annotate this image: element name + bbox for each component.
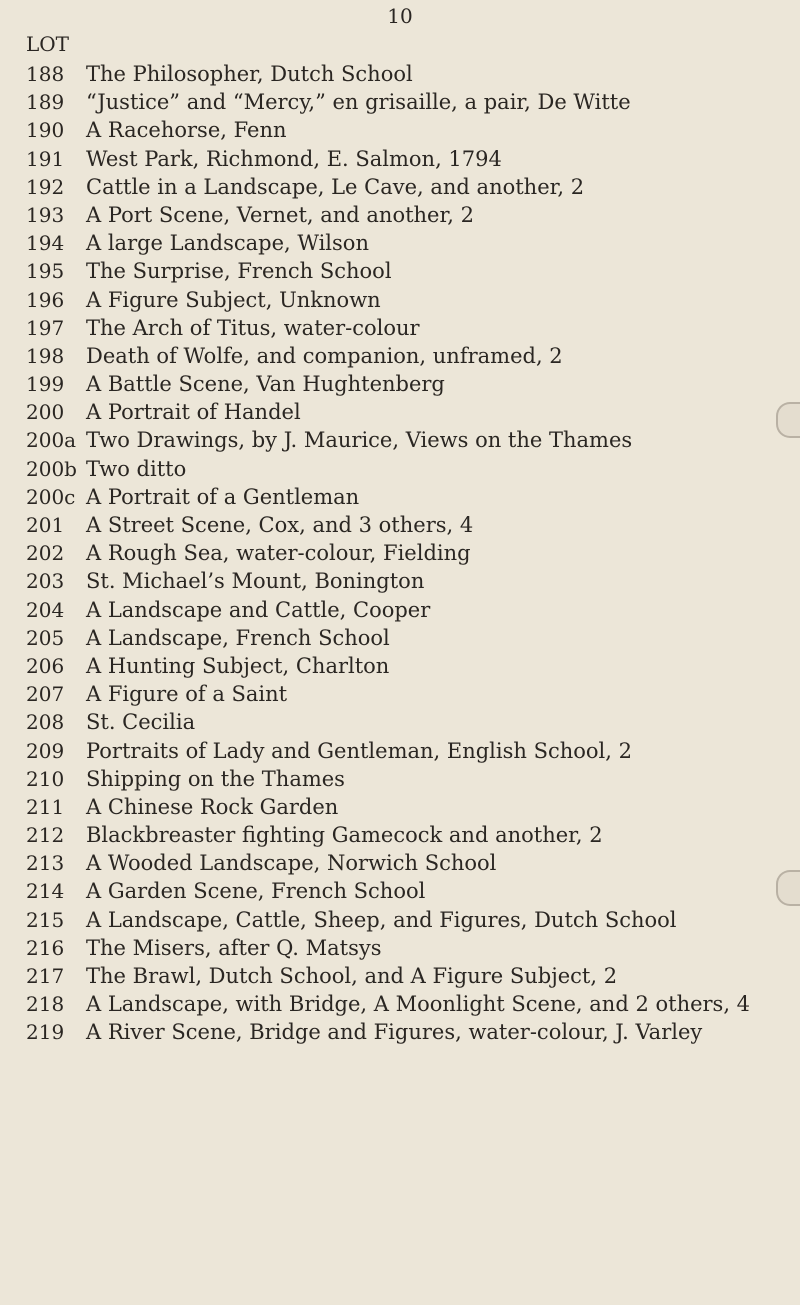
lot-number: 215 xyxy=(26,907,65,932)
lot-title: A Landscape, French School xyxy=(86,625,390,650)
lot-number: 213 xyxy=(26,851,65,876)
lot-number: 200a xyxy=(26,428,77,453)
lot-title: “Justice” and “Mercy,” en grisaille, a pair, De Witte xyxy=(86,90,631,115)
lot-title: A Racehorse, Fenn xyxy=(86,118,287,143)
lot-title: A large Landscape, Wilson xyxy=(86,231,369,256)
lot-title: A Landscape, with Bridge, A Moonlight Scene, and 2 others, 4 xyxy=(86,992,751,1017)
lot-row xyxy=(26,708,786,736)
lot-number: 198 xyxy=(26,343,65,368)
lot-row xyxy=(26,511,786,539)
lot-number: 201 xyxy=(26,513,65,537)
lot-number: 206 xyxy=(26,653,65,678)
lot-title: A Rough Sea, water-colour, Fielding xyxy=(86,541,471,566)
lot-title: A Landscape, Cattle, Sheep, and Figures, Dutch School xyxy=(86,907,677,932)
lot-title: A Landscape and Cattle, Cooper xyxy=(86,597,431,622)
lot-row xyxy=(26,624,786,652)
lot-title: A Figure Subject, Unknown xyxy=(86,287,381,312)
lot-number: 218 xyxy=(26,992,65,1017)
lot-row xyxy=(26,483,786,511)
lot-title: A Port Scene, Vernet, and another, 2 xyxy=(86,202,474,227)
lot-number: 216 xyxy=(26,935,65,960)
lot-row xyxy=(26,426,786,454)
lot-title: A Wooded Landscape, Norwich School xyxy=(86,851,497,876)
lot-row xyxy=(26,201,786,229)
lot-title: West Park, Richmond, E. Salmon, 1794 xyxy=(86,146,502,171)
lot-row xyxy=(26,737,786,765)
lot-number: 209 xyxy=(26,738,65,763)
lot-row xyxy=(26,314,786,342)
lot-row xyxy=(26,257,786,285)
margin-binding-mark xyxy=(776,402,800,438)
page-number: 10 xyxy=(387,4,413,28)
lot-row xyxy=(26,60,786,88)
lot-row xyxy=(26,342,786,370)
lot-row xyxy=(26,990,786,1018)
lot-title: A Portrait of a Gentleman xyxy=(86,484,360,509)
lot-row xyxy=(26,455,786,483)
lot-title: A Chinese Rock Garden xyxy=(86,794,339,819)
lot-row xyxy=(26,821,786,849)
lot-number: 196 xyxy=(26,287,65,312)
lot-row xyxy=(26,116,786,144)
lot-number: 204 xyxy=(26,597,65,622)
lot-title: A Figure of a Saint xyxy=(86,682,288,707)
lot-row xyxy=(26,398,786,426)
lot-number: 217 xyxy=(26,964,65,988)
lot-title: The Brawl, Dutch School, and A Figure Subject, 2 xyxy=(86,964,618,988)
lot-row xyxy=(26,229,786,257)
lot-row xyxy=(26,849,786,877)
lot-title: The Misers, after Q. Matsys xyxy=(86,935,382,960)
lot-number: 210 xyxy=(26,766,65,791)
lot-title: Cattle in a Landscape, Le Cave, and another, 2 xyxy=(86,174,585,199)
lot-row xyxy=(26,286,786,314)
lot-number: 190 xyxy=(26,118,65,143)
lot-number: 188 xyxy=(26,62,65,86)
lot-number: 211 xyxy=(26,794,65,819)
lot-title: The Arch of Titus, water-colour xyxy=(86,315,420,340)
lot-number: 193 xyxy=(26,202,65,227)
lot-row xyxy=(26,88,786,116)
lot-title: A Hunting Subject, Charlton xyxy=(86,653,390,678)
lot-number: 191 xyxy=(26,146,65,171)
lot-number: 192 xyxy=(26,174,65,199)
lot-title: Shipping on the Thames xyxy=(86,766,345,791)
lot-title: The Philosopher, Dutch School xyxy=(86,62,413,86)
lot-number: 189 xyxy=(26,90,65,115)
lot-row xyxy=(26,765,786,793)
lot-number: 208 xyxy=(26,710,65,735)
lot-title: Two ditto xyxy=(86,456,187,481)
lot-number: 194 xyxy=(26,231,65,256)
lot-title: Two Drawings, by J. Maurice, Views on the Thames xyxy=(86,428,633,453)
lot-number: 200c xyxy=(26,484,76,509)
lot-title: The Surprise, French School xyxy=(86,259,392,284)
lot-number: 207 xyxy=(26,682,65,707)
lot-title: Portraits of Lady and Gentleman, English School, 2 xyxy=(86,738,632,763)
lot-title: A River Scene, Bridge and Figures, water-colour, J. Varley xyxy=(86,1020,703,1045)
lot-row xyxy=(26,877,786,905)
lot-row xyxy=(26,652,786,680)
lot-number: 214 xyxy=(26,879,65,904)
lot-row xyxy=(26,906,786,934)
lot-title: St. Michael’s Mount, Bonington xyxy=(86,569,425,594)
lot-row xyxy=(26,1018,786,1046)
lot-number: 200 xyxy=(26,400,65,425)
lot-number: 202 xyxy=(26,541,65,566)
lot-title: Death of Wolfe, and companion, unframed, 2 xyxy=(86,343,563,368)
lot-row xyxy=(26,539,786,567)
lot-number: 199 xyxy=(26,372,65,397)
lot-row xyxy=(26,680,786,708)
margin-binding-mark xyxy=(776,870,800,906)
lot-number: 203 xyxy=(26,569,65,594)
lot-row xyxy=(26,596,786,624)
lot-number: 200b xyxy=(26,456,77,481)
lot-row xyxy=(26,370,786,398)
lot-title: A Battle Scene, Van Hughtenberg xyxy=(86,372,445,397)
lot-title: A Street Scene, Cox, and 3 others, 4 xyxy=(86,513,474,537)
lot-list xyxy=(26,60,786,1047)
lot-number: 197 xyxy=(26,315,65,340)
lot-heading: LOT xyxy=(26,32,70,56)
lot-number: 205 xyxy=(26,625,65,650)
lot-title: A Garden Scene, French School xyxy=(86,879,426,904)
lot-number: 195 xyxy=(26,259,65,284)
lot-row xyxy=(26,567,786,595)
lot-row xyxy=(26,145,786,173)
lot-row xyxy=(26,962,786,990)
lot-row xyxy=(26,173,786,201)
lot-row xyxy=(26,793,786,821)
lot-title: Blackbreaster fighting Gamecock and another, 2 xyxy=(86,823,603,848)
lot-title: A Portrait of Handel xyxy=(86,400,301,425)
lot-number: 219 xyxy=(26,1020,65,1045)
lot-row xyxy=(26,934,786,962)
lot-number: 212 xyxy=(26,823,65,848)
lot-title: St. Cecilia xyxy=(86,710,196,735)
